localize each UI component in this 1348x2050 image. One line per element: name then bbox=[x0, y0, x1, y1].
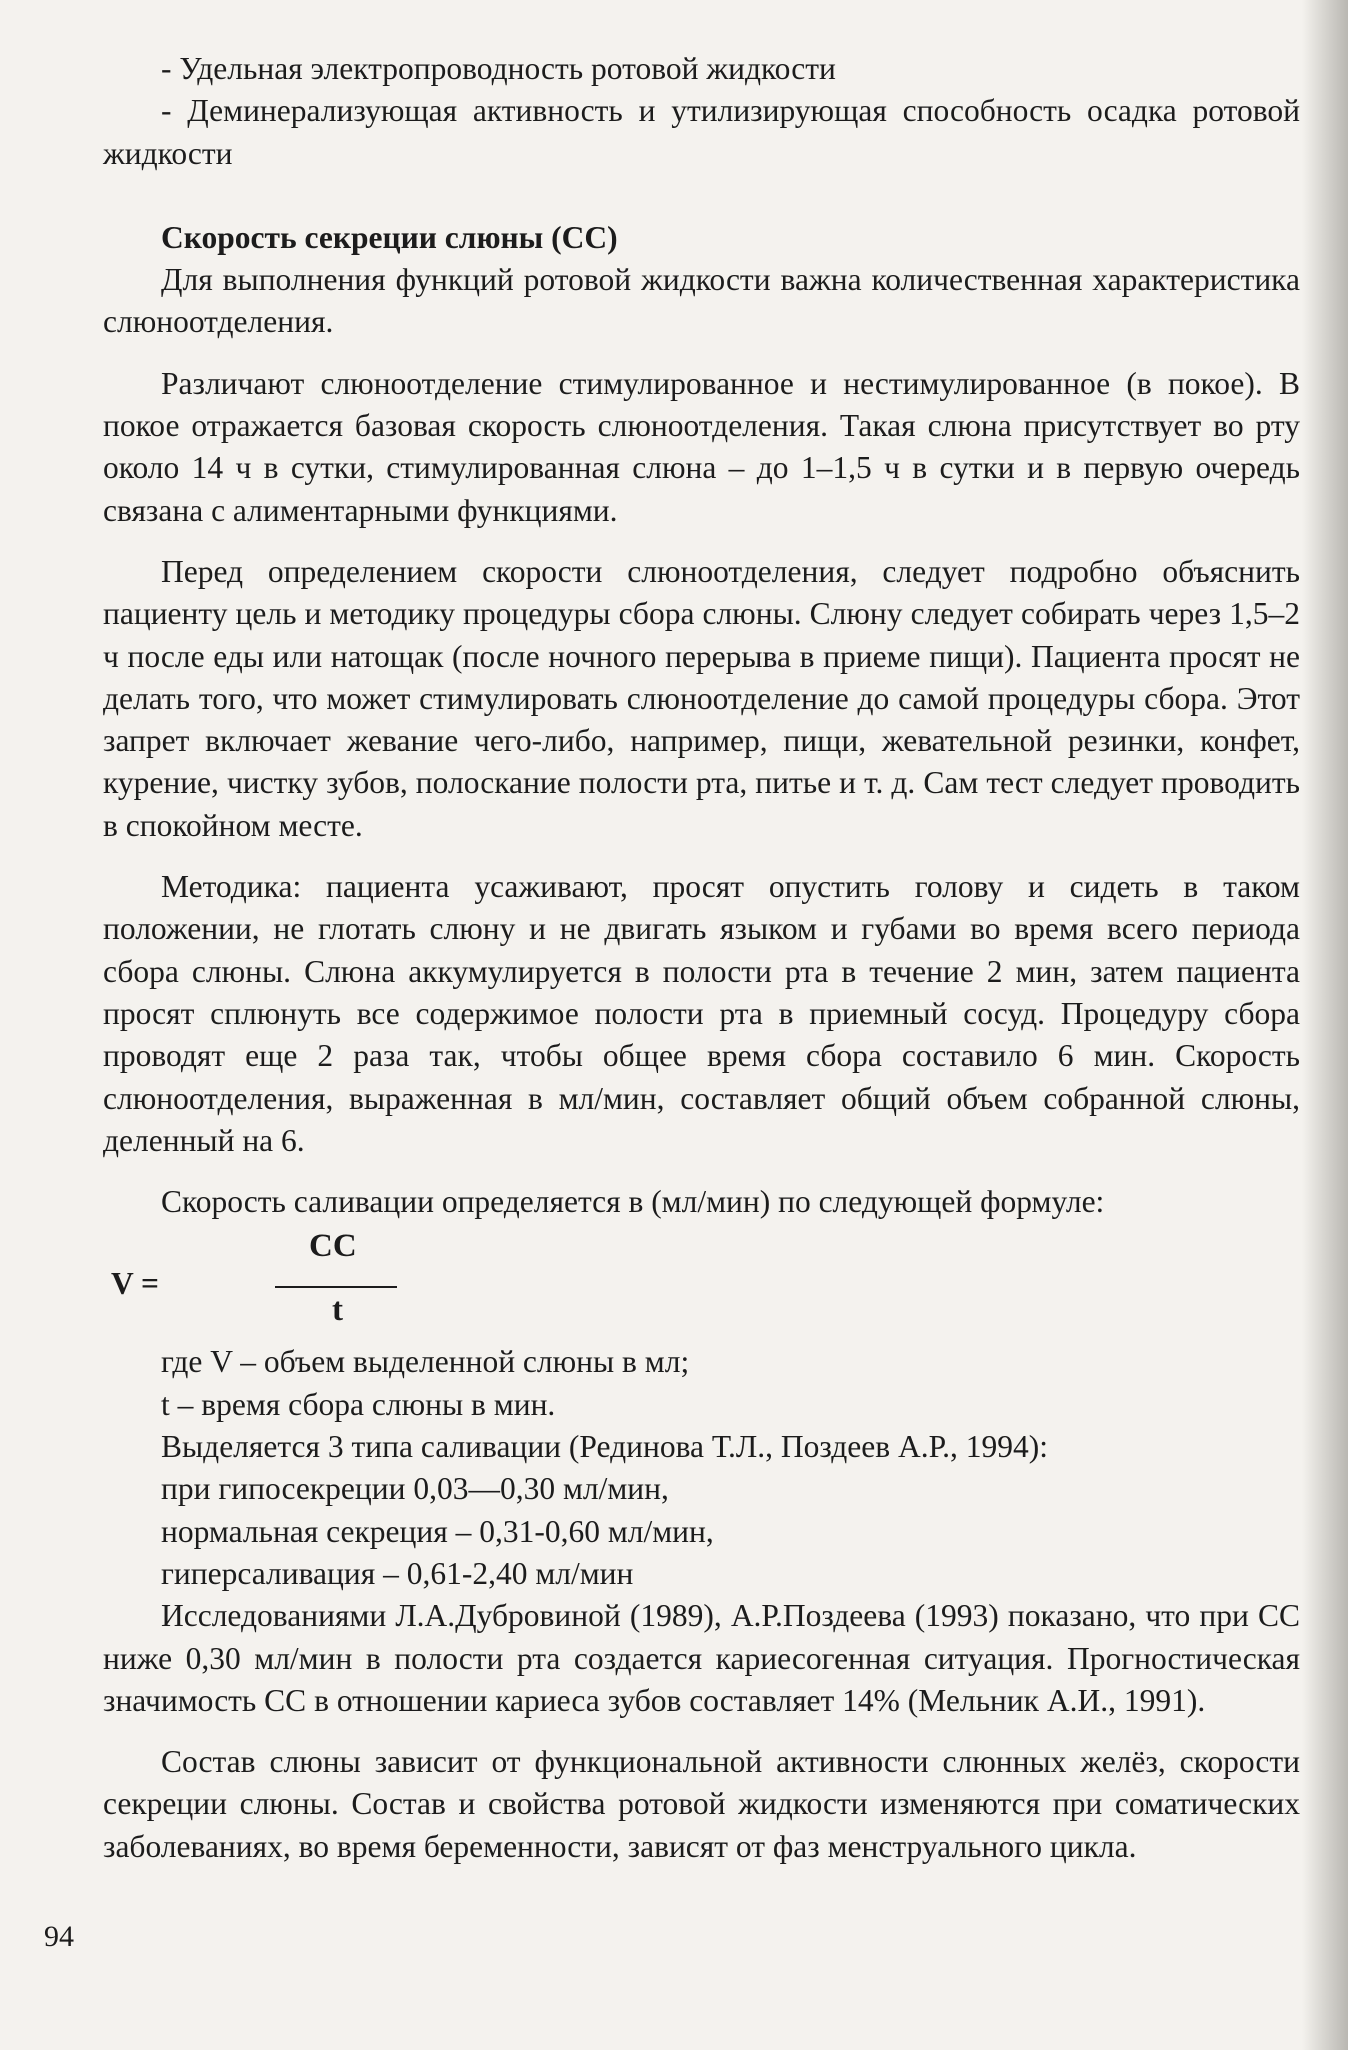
paragraph: Исследованиями Л.А.Дубровиной (1989), А.Р.Поздеева (1993) показано, что при СС ниже 0,30 мл/мин в полости рта создается кариесогенная ситуация. Прогностическая значимость СС в отношении кариеса зубов составляет 14% (Мельник А.И., 1991). bbox=[103, 1598, 1300, 1718]
list-line: где V – объем выделенной слюны в мл; bbox=[161, 1344, 690, 1380]
bullet-item: - Удельная электропроводность ротовой жидкости bbox=[161, 51, 836, 86]
paragraph: Перед определением скорости слюноотделения, следует подробно объяснить пациенту цель и методику процедуры сбора слюны. Слюну следует собирать через 1,5–2 ч после еды или натощак (после ночного перерыва в приеме пищи). Пациента просят не делать того, что может стимулировать слюноотделение до самой процедуры сбора. Этот запрет включает жевание чего-либо, например, пищи, жевательной резинки, конфет, курение, чистку зубов, полоскание полости рта, питье и т. д. Сам тест следует проводить в спокойном месте. bbox=[103, 553, 1300, 843]
paragraph: Состав слюны зависит от функциональной активности слюнных желёз, скорости секреции слюны. Состав и свойства ротовой жидкости изменяются при соматических заболеваниях, во время беременности, зависят от фаз менструального цикла. bbox=[103, 1744, 1300, 1864]
definition-list bbox=[103, 1341, 1300, 1595]
paragraph: Скорость саливации определяется в (мл/мин) по следующей формуле: bbox=[161, 1184, 1105, 1220]
fraction-bar bbox=[275, 1286, 397, 1288]
paragraph: Методика: пациента усаживают, просят опустить голову и сидеть в таком положении, не глотать слюну и не двигать языком и губами во время всего периода сбора слюны. Слюна аккумулируется в полости рта в течение 2 мин, затем пациента просят сплюнуть все содержимое полости рта в приемный сосуд. Процедуру сбора проводят еще 2 раза так, чтобы общее время сбора составило 6 мин. Скорость слюноотделения, выраженная в мл/мин, составляет общий объем собранной слюны, деленный на 6. bbox=[103, 869, 1300, 1158]
list-line: при гипосекреции 0,03—0,30 мл/мин, bbox=[161, 1471, 669, 1507]
formula bbox=[103, 1228, 1300, 1341]
list-line: t – время сбора слюны в мин. bbox=[161, 1386, 556, 1422]
formula-denominator: t bbox=[332, 1292, 343, 1329]
page-number: 94 bbox=[44, 1920, 74, 1953]
formula-numerator: СС bbox=[309, 1228, 357, 1265]
page-edge-shadow bbox=[1302, 0, 1348, 2050]
formula-lhs: V = bbox=[111, 1266, 160, 1302]
list-line: нормальная секреция – 0,31-0,60 мл/мин, bbox=[161, 1513, 714, 1549]
paragraph: Различают слюноотделение стимулированное и нестимулированное (в покое). В покое отражается базовая скорость слюноотделения. Такая слюна присутствует во рту около 14 ч в сутки, стимулированная слюна – до 1–1,5 ч в сутки и в первую очередь связана с алиментарными функциями. bbox=[103, 365, 1300, 528]
document-page bbox=[103, 48, 1300, 1868]
list-line: Выделяется 3 типа саливации (Рединова Т.Л., Поздеев А.Р., 1994): bbox=[161, 1429, 1049, 1465]
bullet-item: - Деминерализующая активность и утилизирующая способность осадка ротовой жидкости bbox=[103, 93, 1300, 171]
list-line: гиперсаливация – 0,61-2,40 мл/мин bbox=[161, 1555, 634, 1591]
section-heading: Скорость секреции слюны (СС) bbox=[161, 219, 618, 255]
paragraph: Для выполнения функций ротовой жидкости важна количественная характеристика слюноотделения. bbox=[103, 262, 1300, 340]
